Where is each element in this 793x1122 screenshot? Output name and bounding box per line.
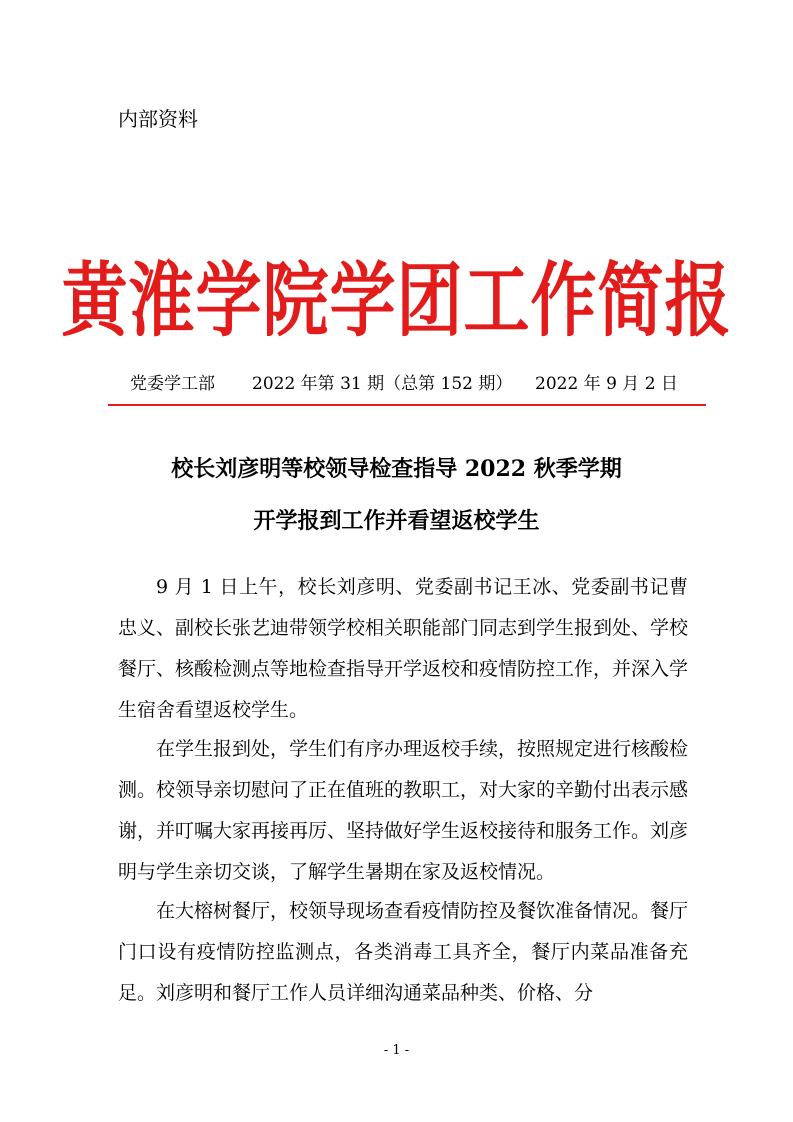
issue-date: 2022 年 9 月 2 日 — [535, 374, 678, 394]
article-title-line-1: 校长刘彦明等校领导检查指导 2022 秋季学期 — [171, 456, 622, 482]
article-title-line-2: 开学报到工作并看望返校学生 — [253, 508, 540, 534]
internal-material-label: 内部资料 — [118, 107, 198, 131]
red-divider-line — [108, 404, 706, 406]
page-number: - 1 - — [383, 1043, 410, 1058]
issuing-department: 党委学工部 — [130, 374, 215, 394]
article-paragraph-3: 在大榕树餐厅，校领导现场查看疫情防控及餐饮准备情况。餐厅门口设有疫情防控监测点，各类消毒工具齐全，餐厅内菜品准备充足。刘彦明和餐厅工作人员详细沟通菜品种类、价格、分 — [118, 900, 689, 1004]
issue-number: 2022 年第 31 期（总第 152 期） — [252, 374, 513, 394]
bulletin-masthead: 黄淮学院学团工作简报 — [61, 253, 732, 349]
article-paragraph-1: 9 月 1 日上午，校长刘彦明、党委副书记王冰、党委副书记曹忠义、副校长张艺迪带领学校相关职能部门同志到学生报到处、学校餐厅、核酸检测点等地检查指导开学返校和疫情防控工作，并深入学生宿舍看望返校学生。 — [118, 576, 689, 721]
article-paragraph-2: 在学生报到处，学生们有序办理返校手续，按照规定进行核酸检测。校领导亲切慰问了正在值班的教职工，对大家的辛勤付出表示感谢，并叮嘱大家再接再厉、坚持做好学生返校接待和服务工作。刘彦明与学生亲切交谈，了解学生暑期在家及返校情况。 — [118, 738, 689, 883]
